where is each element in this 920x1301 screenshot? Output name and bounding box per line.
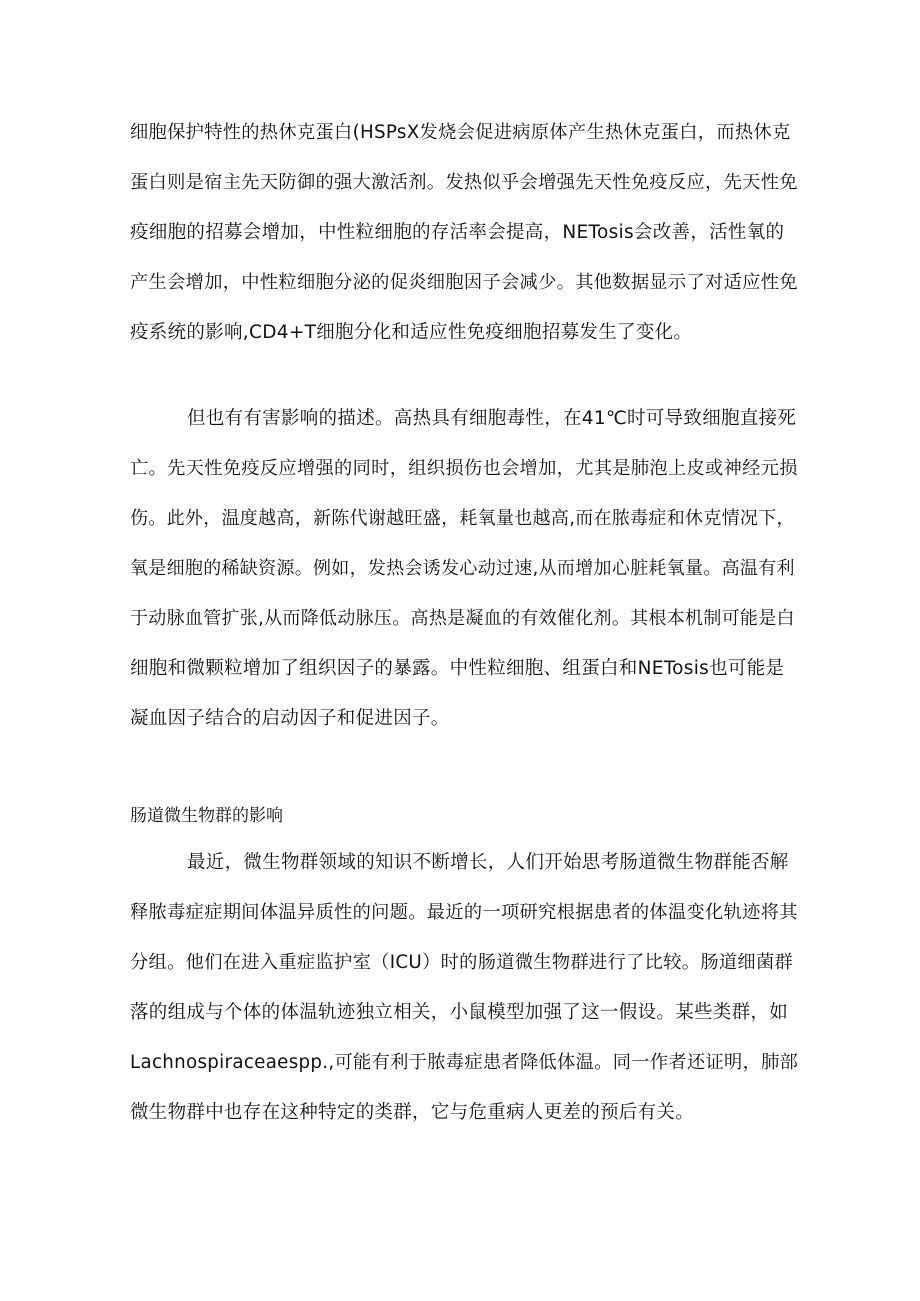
text-line: Lachnospiraceaespp.,可能有利于脓毒症患者降低体温。同一作者还证明，肺部: [130, 1052, 799, 1073]
section-heading: 肠道微生物群的影响: [130, 806, 283, 826]
text-line: 氧是细胞的稀缺资源。例如，发热会诱发心动过速,从而增加心脏耗氧量。高温有利: [130, 558, 795, 579]
text-line: 疫系统的影响,CD4+T细胞分化和适应性免疫细胞招募发生了变化。: [130, 322, 693, 343]
text-line: 亡。先天性免疫反应增强的同时，组织损伤也会增加，尤其是肺泡上皮或神经元损: [130, 458, 798, 479]
text-line: 疫细胞的招募会增加，中性粒细胞的存活率会提高，NETosis会改善，活性氧的: [130, 222, 785, 243]
text-line: 分组。他们在进入重症监护室（ICU）时的肠道微生物群进行了比较。肠道细菌群: [130, 952, 794, 973]
text-line: 细胞保护特性的热休克蛋白(HSPsX发烧会促进病原体产生热休克蛋白，而热休克: [130, 122, 791, 143]
text-line: 最近，微生物群领域的知识不断增长，人们开始思考肠道微生物群能否解: [187, 852, 789, 873]
paragraph-fever-harms: [130, 394, 798, 744]
text-line: 蛋白则是宿主先天防御的强大激活剂。发热似乎会增强先天性免疫反应，先天性免: [130, 172, 798, 193]
text-line: 但也有有害影响的描述。高热具有细胞毒性，在41℃时可导致细胞直接死: [187, 408, 797, 429]
text-line: 凝血因子结合的启动因子和促进因子。: [130, 708, 450, 729]
paragraph-gut-microbiota: [130, 838, 798, 1138]
text-line: 于动脉血管扩张,从而降低动脉压。高热是凝血的有效催化剂。其根本机制可能是白: [130, 608, 795, 629]
text-line: 释脓毒症症期间体温异质性的问题。最近的一项研究根据患者的体温变化轨迹将其: [130, 902, 798, 923]
text-line: 细胞和微颗粒增加了组织因子的暴露。中性粒细胞、组蛋白和NETosis也可能是: [130, 658, 785, 679]
text-line: 落的组成与个体的体温轨迹独立相关，小鼠模型加强了这一假设。某些类群，如: [130, 1002, 789, 1023]
text-line: 微生物群中也存在这种特定的类群，它与危重病人更差的预后有关。: [130, 1102, 695, 1123]
paragraph-fever-benefits: [130, 108, 798, 358]
text-line: 伤。此外，温度越高，新陈代谢越旺盛，耗氧量也越高,而在脓毒症和休克情况下，: [130, 508, 795, 529]
text-line: 产生会增加，中性粒细胞分泌的促炎细胞因子会减少。其他数据显示了对适应性免: [130, 272, 798, 293]
